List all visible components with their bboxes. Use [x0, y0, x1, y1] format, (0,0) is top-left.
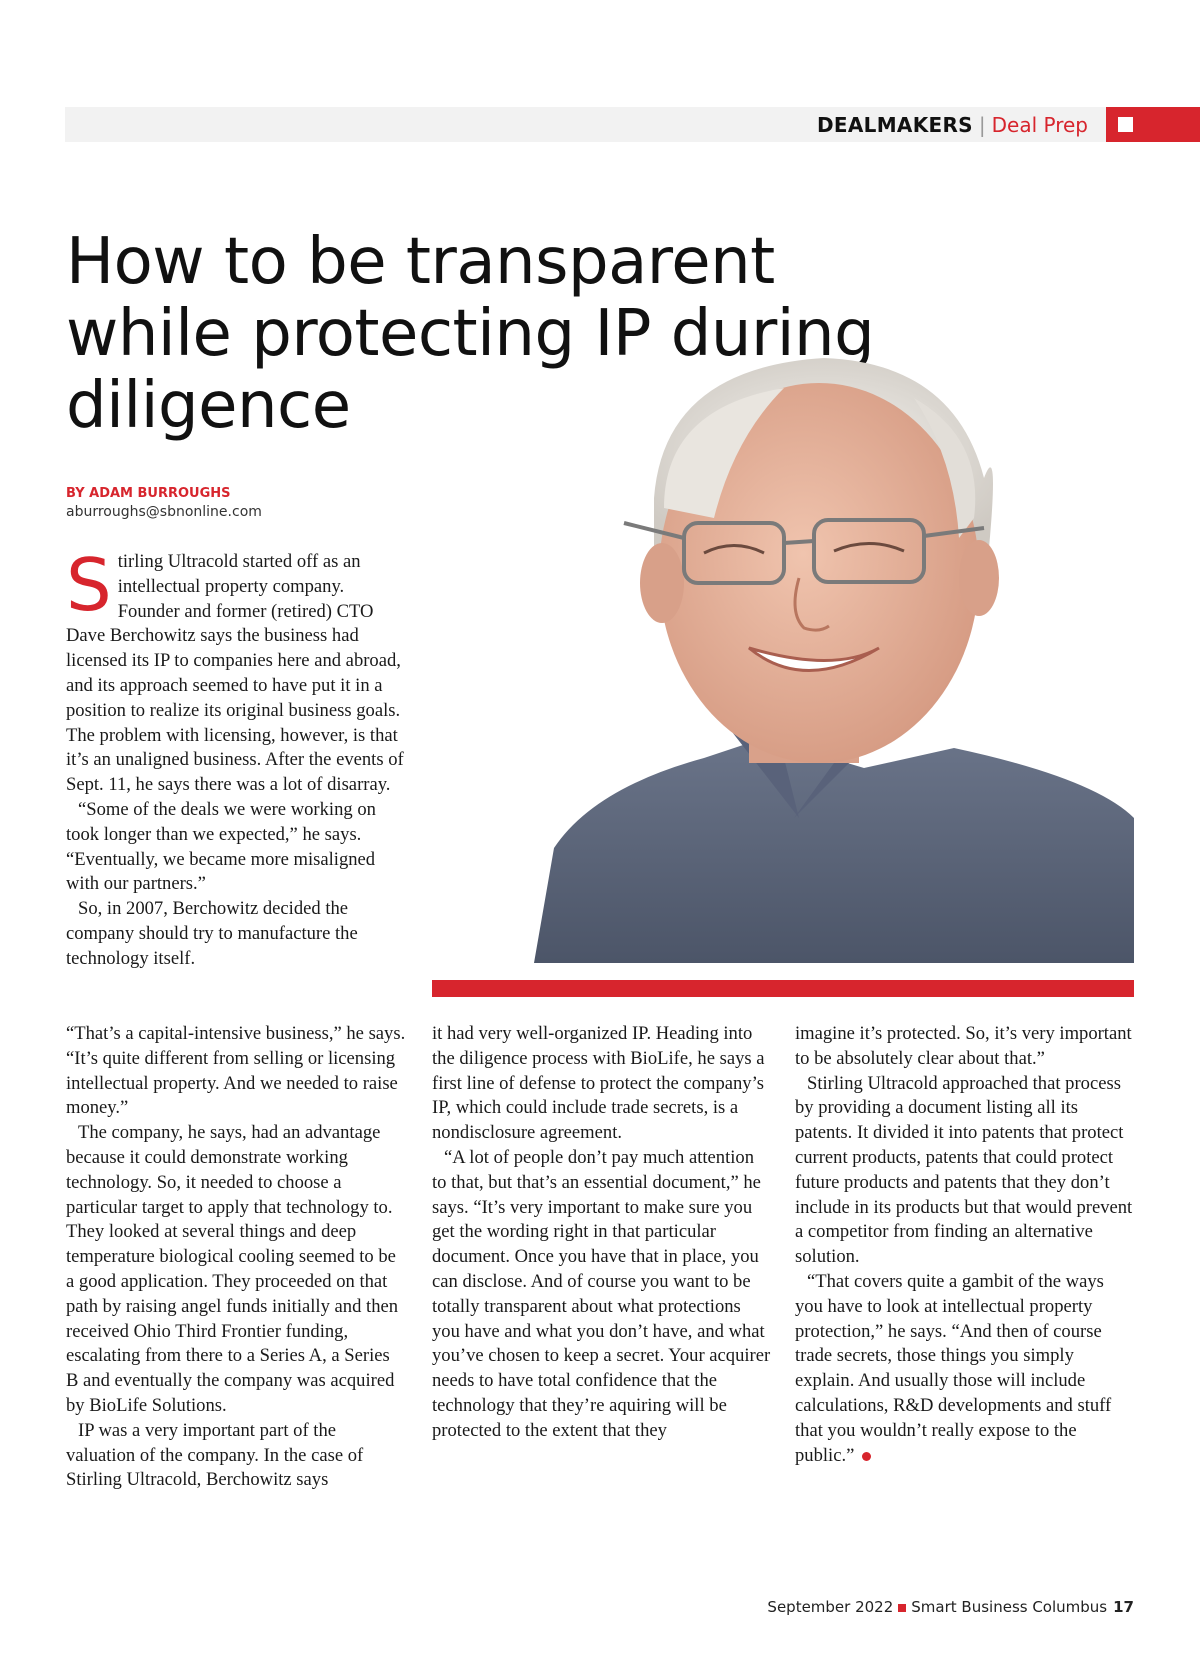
paragraph: So, in 2007, Berchowitz decided the company should try to manufacture the technology itself.: [66, 898, 358, 969]
portrait-photo: [534, 348, 1134, 963]
paragraph: The company, he says, had an advantage because it could demonstrate working technology. So, it needed to choose a particular target to apply that technology to. They looked at several things and deep temperature biological cooling seemed to be a good application. They proceeded on that path by raising angel funds initially and then received Ohio Third Frontier funding, escalating from there to a Series A, a Series B and eventually the company was acquired by BioLife Solutions.: [66, 1122, 399, 1416]
paragraph: it had very well-organized IP. Heading into the diligence process with BioLife, he says a first line of defense to protect the company’s IP, which could include trade secrets, is a nondisclosure agreement.: [432, 1023, 765, 1144]
square-icon: [1118, 117, 1133, 132]
page-footer: [767, 1597, 1134, 1617]
paragraph: Stirling Ultracold approached that process by providing a document listing all its patents. It divided it into patents that protect current products, patents that could protect future products and patents that they don’t include in its products but that would prevent a competitor from finding an alternative solution.: [795, 1072, 1133, 1268]
paragraph: imagine it’s protected. So, it’s very important to be absolutely clear about that.”: [795, 1023, 1132, 1069]
footer-separator-icon: [898, 1604, 906, 1612]
paragraph: “That covers quite a gambit of the ways you have to look at intellectual property protection,” he says. “And then of course trade secrets, those things you simply explain. And usually those will include calculations, R&D developments and stuff that you wouldn’t really expose to the public.”: [795, 1270, 1112, 1466]
section-name: DEALMAKERS: [817, 113, 973, 137]
section-tab: [1106, 107, 1200, 142]
paragraph: IP was a very important part of the valuation of the company. In the case of Stirling Ultracold, Berchowitz says: [66, 1419, 364, 1491]
byline: BY ADAM BURROUGHS: [66, 486, 231, 501]
issue-date: September 2022: [767, 1598, 894, 1616]
column-1-bottom: [66, 1022, 406, 1493]
section-label: [817, 112, 1088, 138]
end-mark-icon: [862, 1452, 871, 1461]
paragraph: Stirling Ultracold started off as an intellectual property company. Founder and former (retired) CTO Dave Berchowitz says the business had licensed its IP to companies here and abroad, and its approach seemed to have put it in a position to realize its original business goals. The problem with licensing, however, is that it’s an unaligned business. After the events of Sept. 11, he says there was a lot of disarray.: [66, 543, 404, 796]
paragraph: “Some of the deals we were working on took longer than we expected,” he says. “Eventually, we became more misaligned with our partners.”: [66, 798, 376, 895]
paragraph: “A lot of people don’t pay much attention to that, but that’s an essential document,” he says. “It’s very important to make sure you get the wording right in that particular document. Once you have that in place, you can disclose. And of course you want to be totally transparent about what protections you have and what you don’t have, and what you’ve chosen to keep a secret. Your acquirer needs to have total confidence that the technology that they’re aquiring will be protected to the extent that they: [432, 1146, 771, 1441]
author-email: aburroughs@sbnonline.com: [66, 504, 262, 520]
subsection-name: Deal Prep: [991, 113, 1088, 137]
section-separator: |: [978, 113, 986, 137]
headline: How to be transparent while protecting IP during diligence: [66, 225, 875, 443]
column-1-top: [66, 543, 406, 972]
photo-accent-rule: [432, 980, 1134, 997]
column-2: [432, 1022, 772, 1444]
page-number: 17: [1113, 1598, 1134, 1616]
paragraph: “That’s a capital-intensive business,” he says. “It’s quite different from selling or licensing intellectual property. And we needed to raise money.”: [66, 1023, 406, 1119]
publication-name: Smart Business Columbus: [911, 1598, 1108, 1616]
column-3: [795, 1022, 1135, 1468]
drop-cap: S: [66, 543, 112, 627]
